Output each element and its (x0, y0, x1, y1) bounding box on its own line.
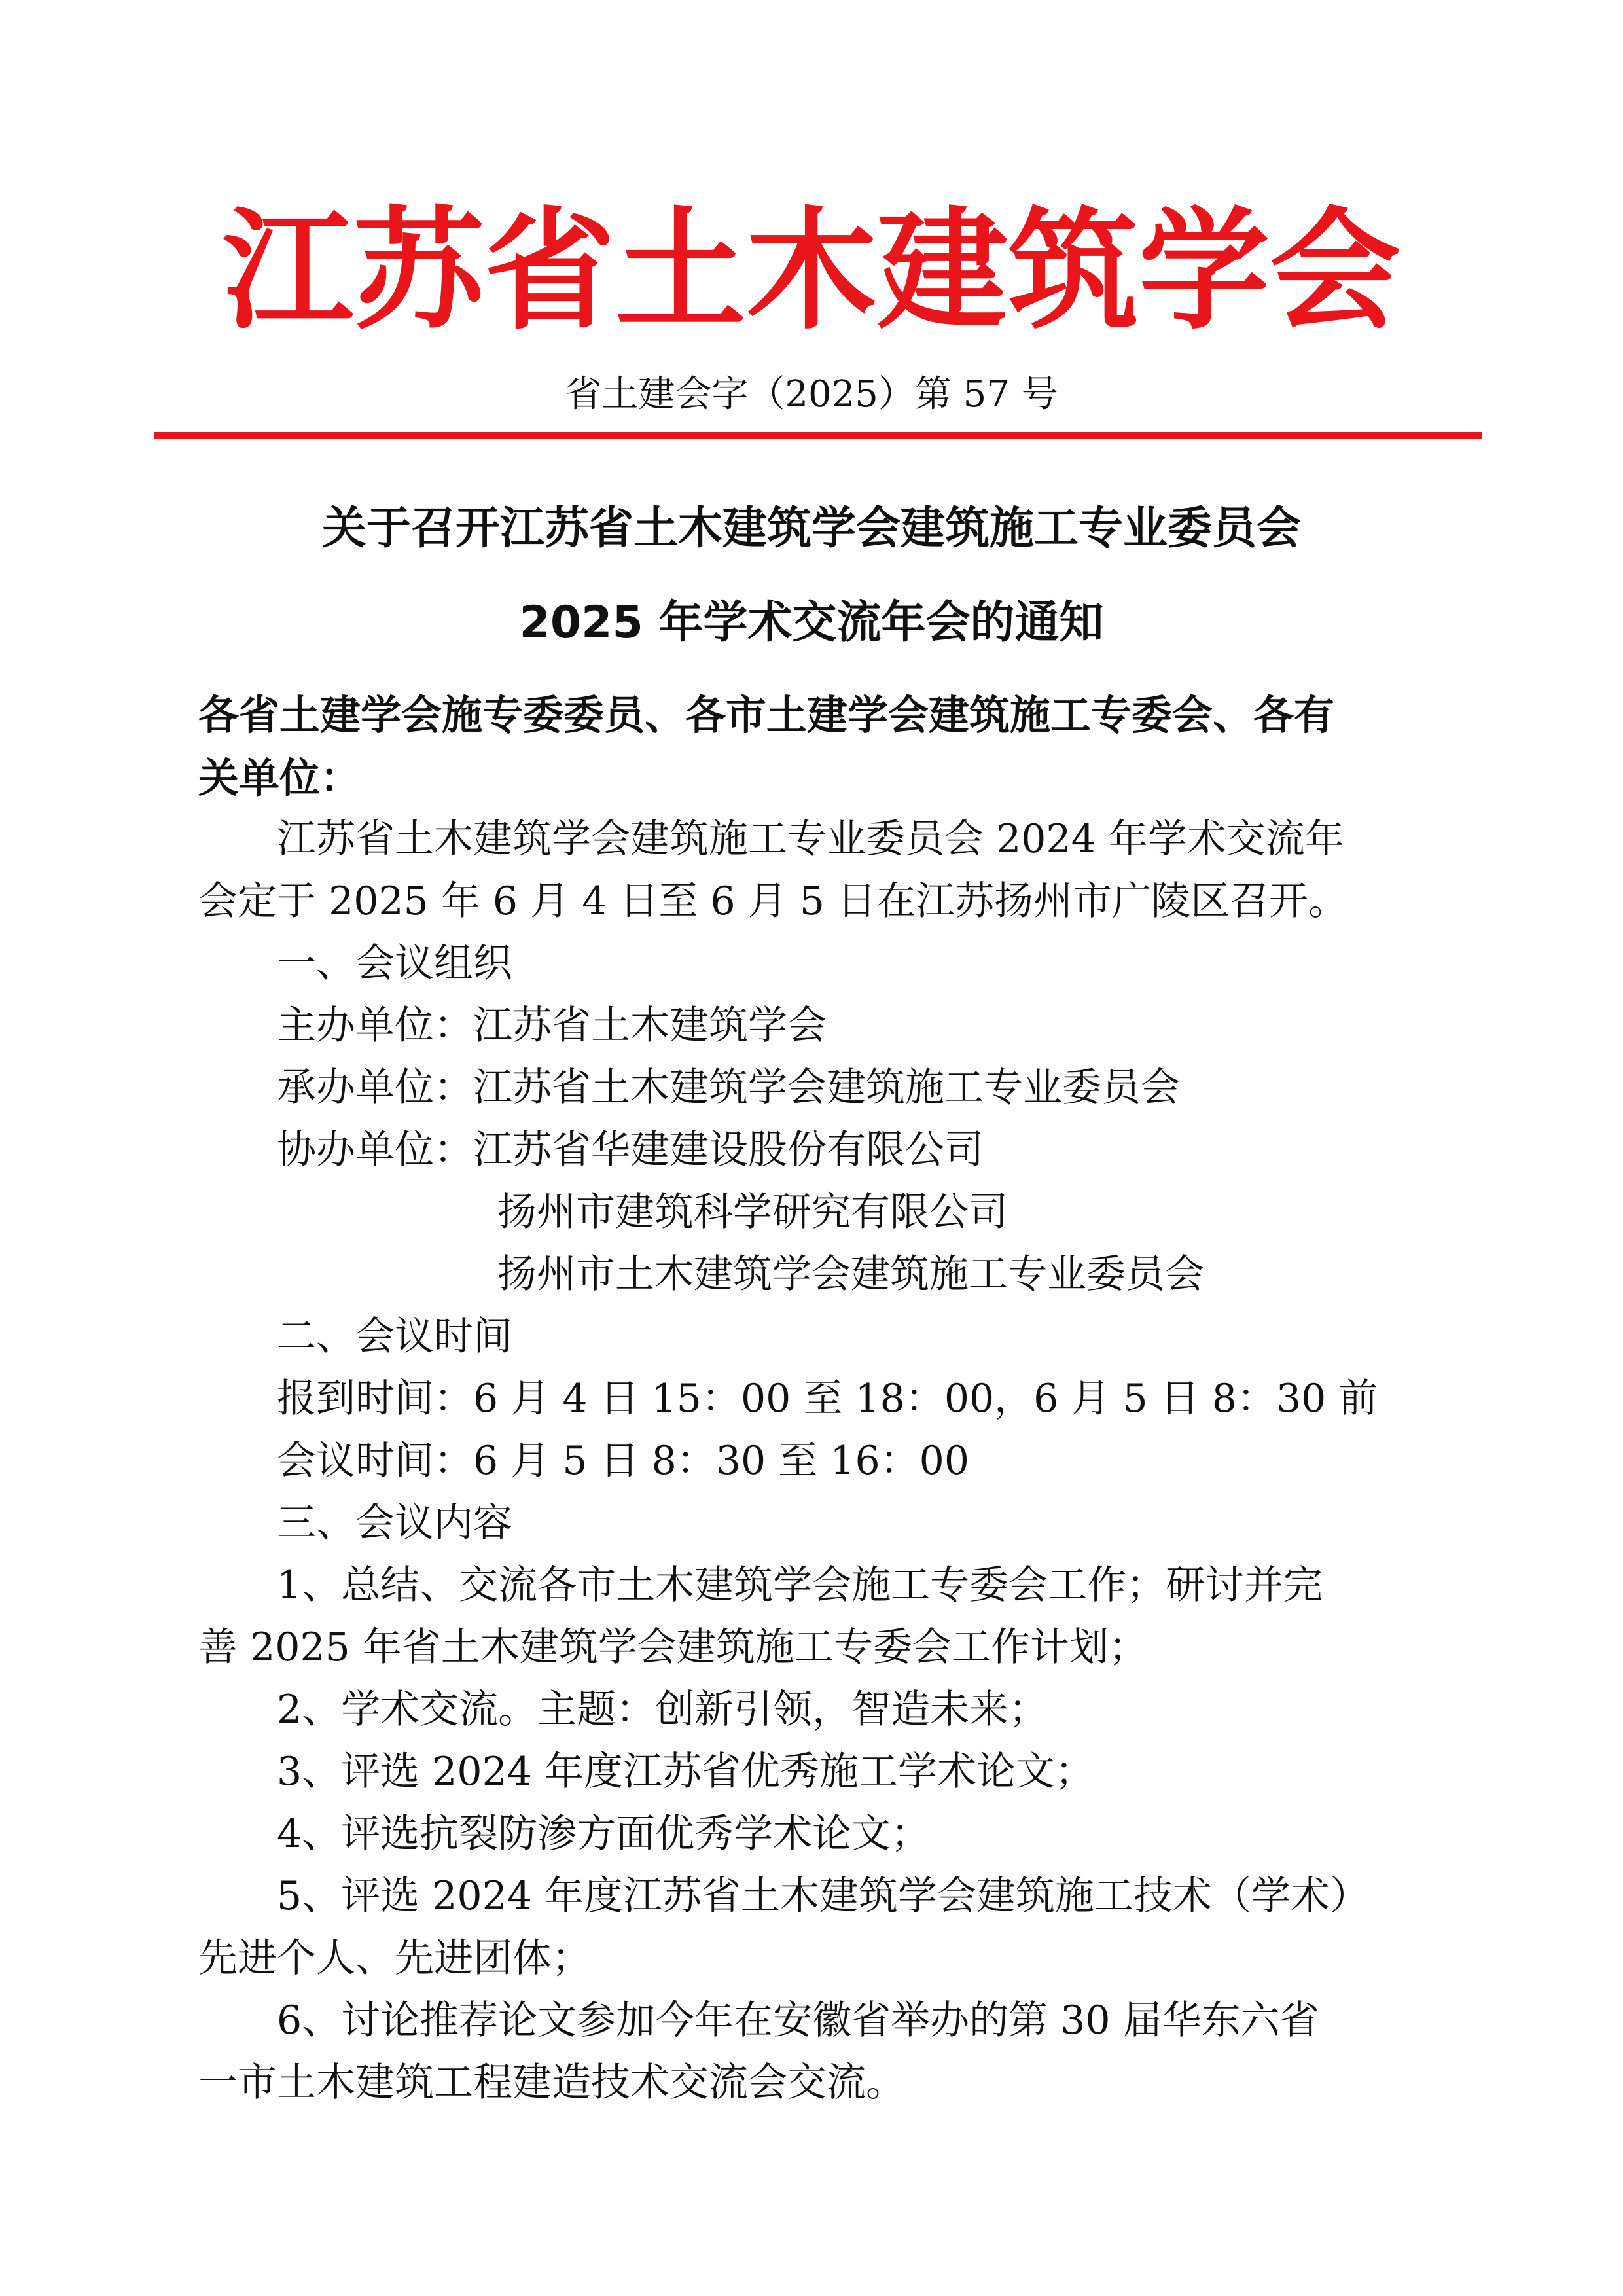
content-item-1-line-2: 善 2025 年省土木建筑学会建筑施工专委会工作计划； (198, 1624, 1148, 1670)
addressee-line-2: 关单位： (198, 754, 361, 802)
addressee-line-1: 各省土建学会施专委委员、各市土建学会建筑施工专委会、各有 (198, 691, 1335, 739)
checkin-time: 报到时间：6 月 4 日 15：00 至 18：00，6 月 5 日 8：30 前 (277, 1376, 1378, 1422)
organization-title: 江苏省土木建筑学会 (222, 195, 1400, 348)
content-item-2: 2、学术交流。主题：创新引领，智造未来； (277, 1687, 1048, 1732)
red-divider-line (154, 432, 1482, 439)
notice-title-line-1: 关于召开江苏省土木建筑学会建筑施工专业委员会 (321, 503, 1301, 554)
content-item-3: 3、评选 2024 年度江苏省优秀施工学术论文； (277, 1749, 1095, 1795)
intro-paragraph-line-2: 会定于 2025 年 6 月 4 日至 6 月 5 日在江苏扬州市广陵区召开。 (198, 878, 1348, 924)
content-item-1-line-1: 1、总结、交流各市土木建筑学会施工专委会工作；研讨并完 (277, 1562, 1323, 1608)
content-item-4: 4、评选抗裂防渗方面优秀学术论文； (277, 1811, 931, 1857)
co-organizer-unit-2: 扬州市建筑科学研究有限公司 (497, 1189, 1008, 1235)
section-heading-organization: 一、会议组织 (277, 941, 512, 986)
co-organizer-unit: 协办单位：江苏省华建建设股份有限公司 (277, 1127, 984, 1173)
intro-paragraph-line-1: 江苏省土木建筑学会建筑施工专业委员会 2024 年学术交流年 (277, 816, 1344, 862)
organizer-unit: 承办单位：江苏省土木建筑学会建筑施工专业委员会 (277, 1065, 1180, 1111)
co-organizer-unit-3: 扬州市土木建筑学会建筑施工专业委员会 (497, 1251, 1204, 1297)
content-item-5-line-1: 5、评选 2024 年度江苏省土木建筑学会建筑施工技术（学术） (277, 1873, 1370, 1919)
host-unit: 主办单位：江苏省土木建筑学会 (277, 1003, 827, 1049)
notice-title-line-2: 2025 年学术交流年会的通知 (519, 597, 1104, 649)
content-item-5-line-2: 先进个人、先进团体； (198, 1935, 591, 1981)
section-heading-content: 三、会议内容 (277, 1500, 512, 1546)
content-item-6-line-2: 一市土木建筑工程建造技术交流会交流。 (198, 2060, 905, 2106)
content-item-6-line-1: 6、讨论推荐论文参加今年在安徽省举办的第 30 届华东六省 (277, 1998, 1319, 2043)
document-number: 省土建会字（2025）第 57 号 (565, 373, 1058, 416)
meeting-time: 会议时间：6 月 5 日 8：30 至 16：00 (277, 1438, 969, 1484)
section-heading-time: 二、会议时间 (277, 1314, 512, 1359)
